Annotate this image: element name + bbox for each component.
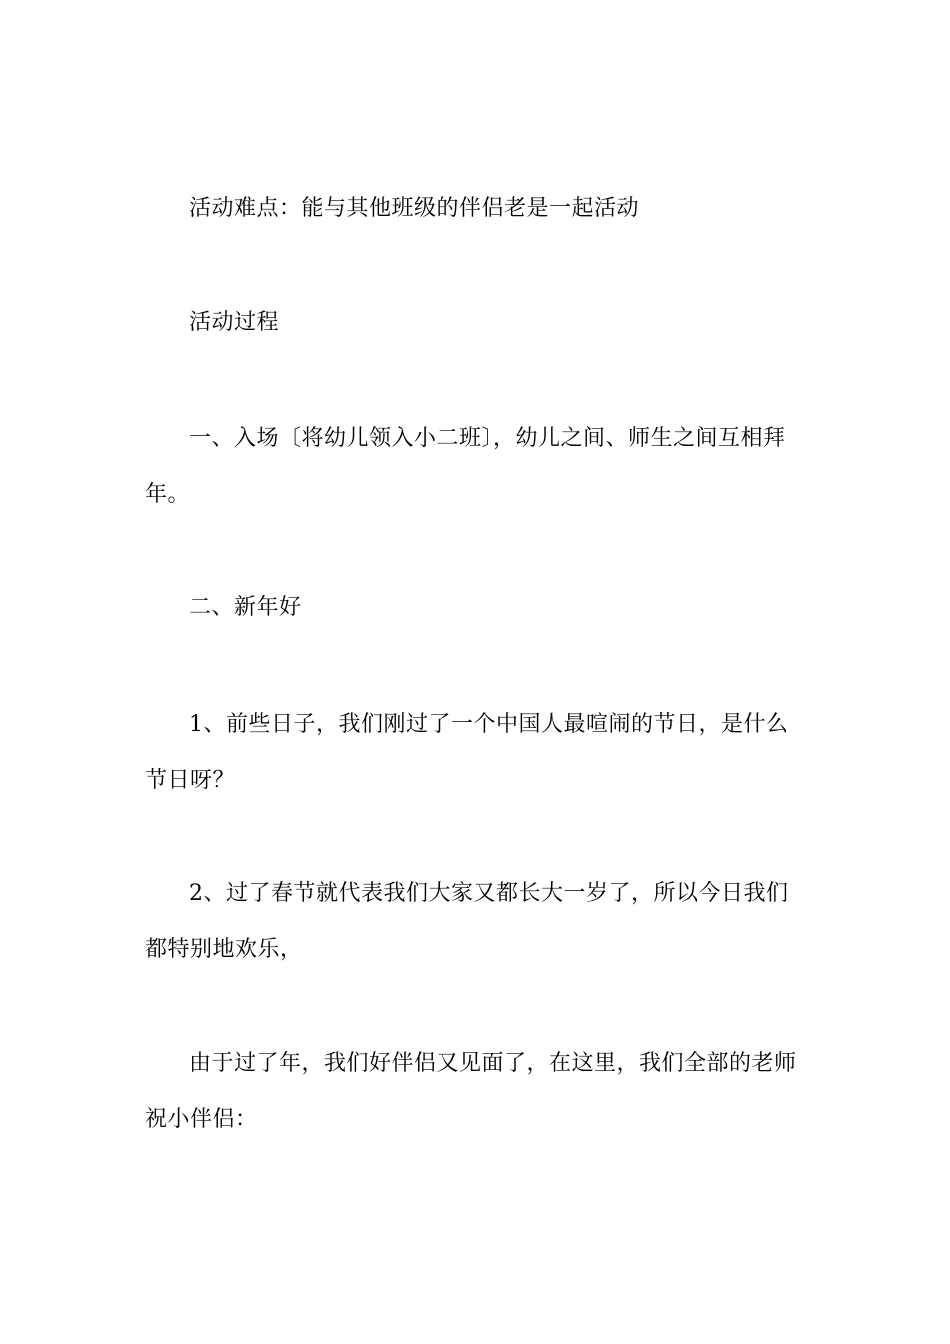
paragraph-new-year-heading: 二、新年好 [189, 595, 302, 620]
paragraph-item-2: 2、过了春节就代表我们大家又都长大一岁了，所以今日我们都特别地欢乐， [145, 881, 789, 962]
paragraph-difficulty: 活动难点：能与其他班级的伴侣老是一起活动 [189, 196, 640, 221]
paragraph-greeting: 由于过了年，我们好伴侣又见面了，在这里，我们全部的老师祝小伴侣： [145, 1051, 797, 1132]
paragraph-entrance: 一、入场〔将幼儿领入小二班〕，幼儿之间、师生之间互相拜年。 [145, 426, 786, 507]
paragraph-process-heading: 活动过程 [189, 310, 280, 335]
paragraph-item-1: 1、前些日子，我们刚过了一个中国人最喧闹的节日，是什么节日呀？ [145, 712, 789, 793]
